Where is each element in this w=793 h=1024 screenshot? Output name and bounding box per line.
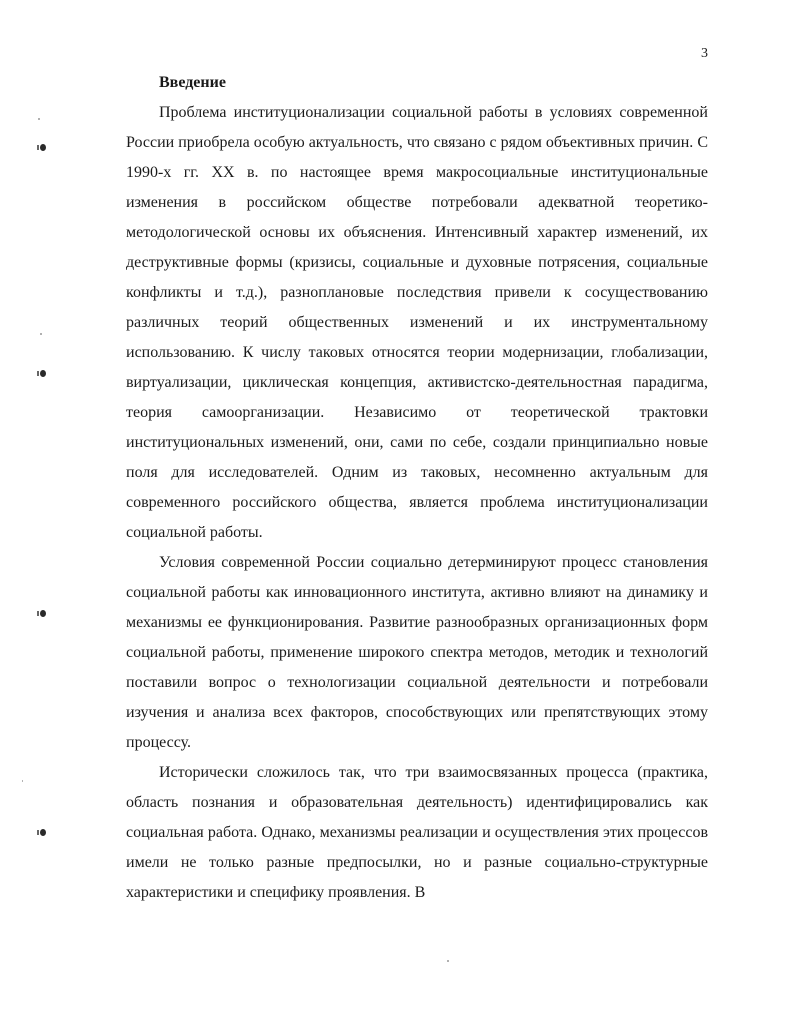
scan-speck	[447, 960, 449, 962]
section-heading: Введение	[159, 74, 226, 91]
binding-hole-mark	[38, 609, 48, 619]
paragraph-2: Условия современной России социально детерминируют процесс становления социальной работы как инновационного института, активно влияют на динамику и механизмы ее функционирования. Развитие разнообразных организационных форм социальной работы, применение широкого спектра методов, методик и технологий поставили вопрос о технологизации социальной деятельности и потребовали изучения и анализа всех факторов, способствующих или препятствующих этому процессу.	[126, 554, 708, 751]
paragraph-1: Проблема институционализации социальной работы в условиях современной России приобрела особую актуальность, что связано с рядом объективных причин. С 1990-х гг. XX в. по настоящее время макросоциальные институциональные изменения в российском обществе потребовали адекватной теоретико-методологической основы их объяснения. Интенсивный характер изменений, их деструктивные формы (кризисы, социальные и духовные потрясения, социальные конфликты и т.д.), разноплановые последствия привели к сосуществованию различных теорий общественных изменений и их инструментальному использованию. К числу таковых относятся теории модернизации, глобализации, виртуализации, циклическая концепция, активистско-деятельностная парадигма, теория самоорганизации. Независимо от теоретической трактовки институциональных изменений, они, сами по себе, создали принципиально новые поля для исследователей. Одним из таковых, несомненно актуальным для современного российского общества, является проблема институционализации социальной работы.	[126, 104, 708, 541]
scan-speck	[38, 118, 40, 120]
binding-hole-mark	[38, 143, 48, 153]
binding-hole-mark	[38, 828, 48, 838]
paragraph-3: Исторически сложилось так, что три взаимосвязанных процесса (практика, область познания и образовательная деятельность) идентифицировались как социальная работа. Однако, механизмы реализации и осуществления этих процессов имели не только разные предпосылки, но и разные социально-структурные характеристики и специфику проявления. В	[126, 764, 708, 901]
page-number: 3	[701, 46, 708, 61]
scan-speck	[22, 780, 23, 782]
document-body	[126, 68, 708, 908]
scan-speck	[40, 333, 42, 335]
binding-hole-mark	[38, 369, 48, 379]
